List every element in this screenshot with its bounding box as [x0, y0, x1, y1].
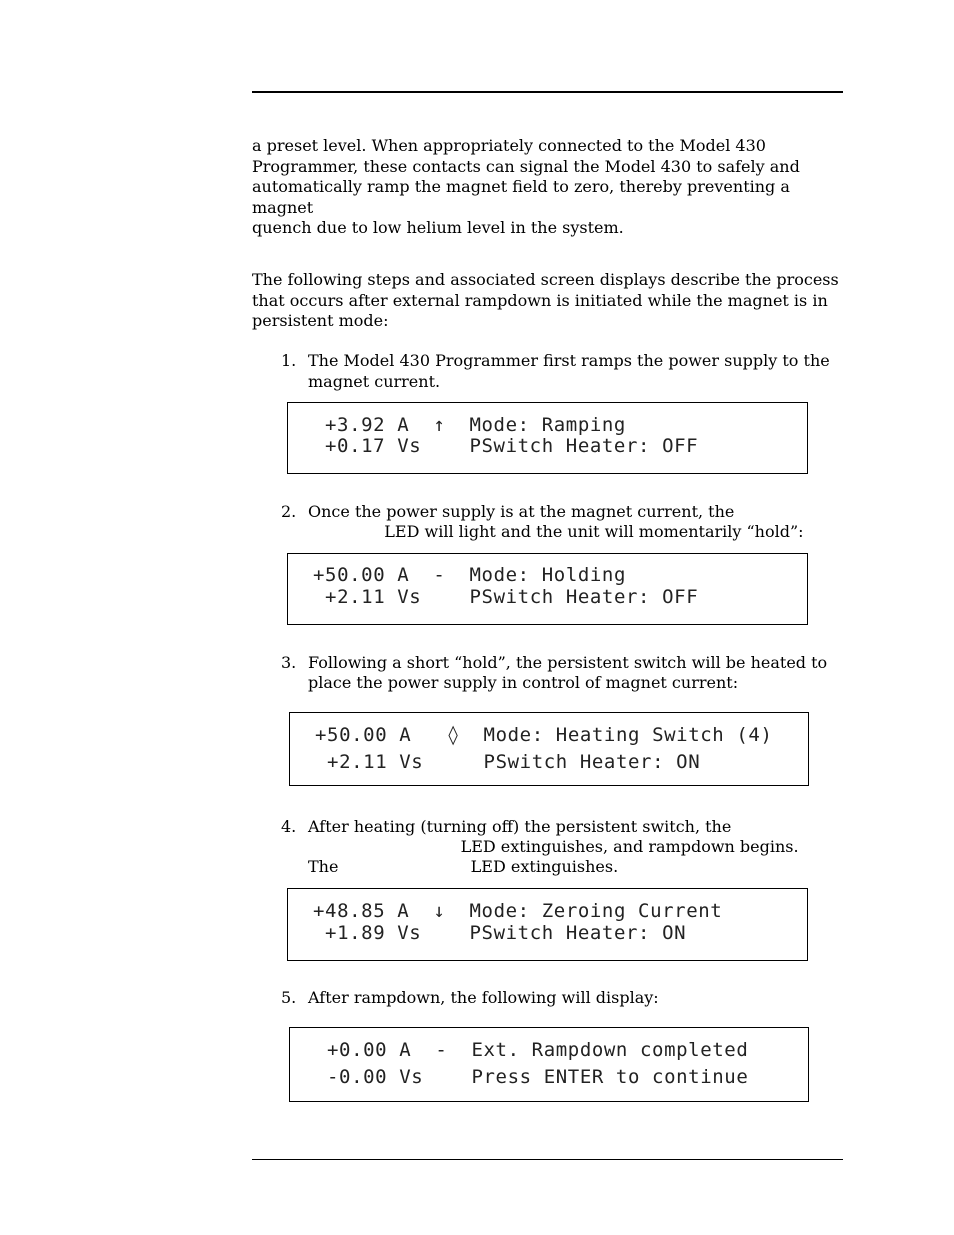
step-number: 5. — [281, 988, 297, 1007]
lcd-line-2: -0.00 Vs Press ENTER to continue — [327, 1066, 749, 1088]
step-text: After heating (turning off) the persistent switch, the — [308, 817, 732, 836]
step-text: Following a short “hold”, the persistent switch will be heated to — [308, 653, 828, 672]
step-text: The Model 430 Programmer first ramps the power supply to the — [308, 351, 830, 370]
step-text: The LED extinguishes. — [308, 857, 619, 876]
process-line: that occurs after external rampdown is initiated while the magnet is in — [252, 290, 828, 310]
lcd-line-1: +50.00 A ◊ Mode: Heating Switch (4) — [315, 724, 773, 746]
lcd-display — [289, 712, 809, 786]
lcd-line-1: +0.00 A - Ext. Rampdown completed — [327, 1039, 749, 1061]
process-line: The following steps and associated screen displays describe the process — [252, 270, 839, 289]
step-text: Once the power supply is at the magnet current, the — [308, 502, 735, 521]
lcd-display — [287, 402, 808, 474]
lcd-display — [289, 1027, 809, 1102]
process-line: persistent mode: — [252, 311, 389, 330]
step-text: place the power supply in control of magnet current: — [308, 673, 739, 692]
lcd-line-1: +3.92 A ↑ Mode: Ramping — [325, 414, 626, 436]
lcd-line-1: +48.85 A ↓ Mode: Zeroing Current — [313, 900, 723, 922]
lcd-line-2: +1.89 Vs PSwitch Heater: ON — [313, 922, 687, 944]
intro-line: quench due to low helium level in the system. — [252, 218, 624, 237]
lcd-display — [287, 888, 808, 961]
step-text: LED extinguishes, and rampdown begins. — [308, 837, 799, 856]
intro-line: a preset level. When appropriately connected to the Model 430 — [252, 136, 766, 155]
intro-line: automatically ramp the magnet field to zero, thereby preventing a magnet — [252, 177, 790, 217]
step-number: 4. — [281, 817, 297, 836]
footer-rule — [252, 1159, 843, 1160]
process-paragraph — [252, 270, 847, 332]
step-text: After rampdown, the following will display: — [308, 988, 659, 1007]
lcd-display — [287, 553, 808, 625]
lcd-line-2: +2.11 Vs PSwitch Heater: OFF — [313, 586, 699, 608]
step-text: magnet current. — [308, 371, 441, 391]
step-text: LED will light and the unit will momentarily “hold”: — [308, 522, 804, 541]
step-number: 2. — [281, 502, 297, 521]
step-number: 1. — [281, 351, 297, 370]
intro-line: Programmer, these contacts can signal the Model 430 to safely and — [252, 156, 800, 176]
lcd-line-1: +50.00 A - Mode: Holding — [313, 564, 627, 586]
intro-paragraph — [252, 136, 847, 239]
lcd-line-2: +0.17 Vs PSwitch Heater: OFF — [325, 435, 699, 457]
step-number: 3. — [281, 653, 297, 672]
lcd-line-2: +2.11 Vs PSwitch Heater: ON — [315, 751, 701, 773]
header-rule — [252, 91, 843, 93]
